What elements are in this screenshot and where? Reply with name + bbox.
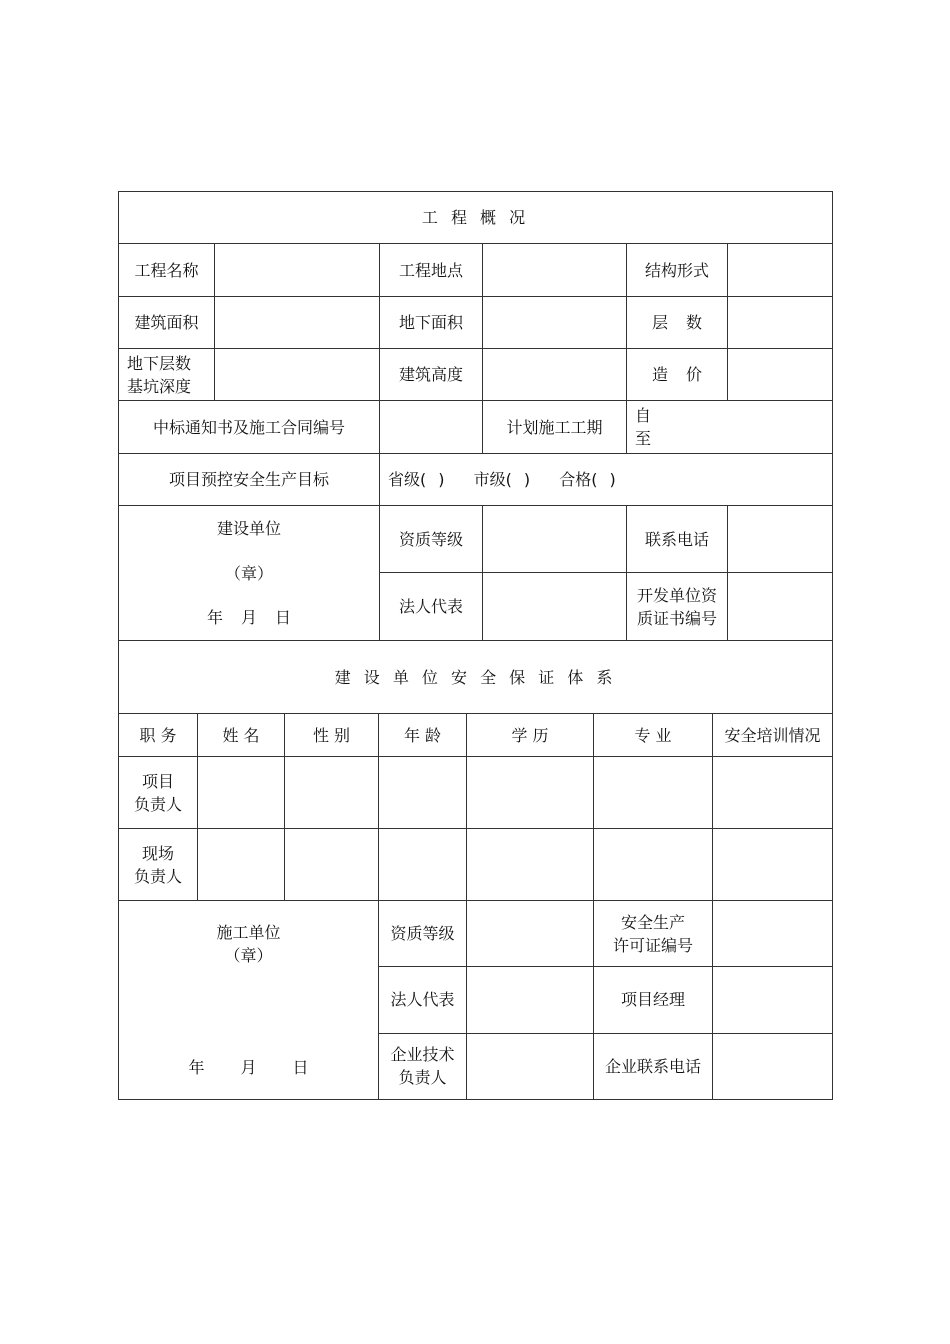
project-manager-label: 项目经理 (594, 967, 713, 1033)
enterprise-phone-value[interactable] (713, 1033, 833, 1099)
developer-cert-value[interactable] (728, 573, 833, 641)
project-name-value[interactable] (215, 244, 380, 297)
table-row (119, 829, 833, 901)
safety-system-table (118, 640, 833, 1100)
building-area-value[interactable] (215, 297, 380, 349)
developer-seal-label: （章） (224, 563, 273, 583)
cost-value[interactable] (728, 349, 833, 401)
developer-unit-cell (119, 506, 380, 641)
developer-legal-rep-label: 法人代表 (380, 573, 483, 641)
project-location-value[interactable] (483, 244, 627, 297)
header-gender: 性 别 (285, 714, 379, 757)
planned-period-value[interactable]: 自 至 (627, 401, 833, 454)
developer-unit-label: 建设单位 (216, 519, 281, 538)
contractor-unit-cell (119, 901, 379, 1100)
contract-number-label: 中标通知书及施工合同编号 (119, 401, 380, 454)
role-project-lead: 项目 负责人 (119, 757, 198, 829)
developer-cert-label: 开发单位资 质证书编号 (627, 573, 728, 641)
header-name: 姓 名 (198, 714, 285, 757)
underground-area-value[interactable] (483, 297, 627, 349)
safety-license-value[interactable] (713, 901, 833, 967)
header-role: 职 务 (119, 714, 198, 757)
developer-phone-label: 联系电话 (627, 506, 728, 573)
safety-target-label: 项目预控安全生产目标 (119, 454, 380, 506)
developer-qualification-value[interactable] (483, 506, 627, 573)
contractor-seal-label: （章） (224, 946, 273, 965)
project-lead-major[interactable] (594, 757, 713, 829)
planned-period-label: 计划施工工期 (483, 401, 627, 454)
enterprise-phone-label: 企业联系电话 (594, 1033, 713, 1099)
project-manager-value[interactable] (713, 967, 833, 1033)
site-lead-education[interactable] (467, 829, 594, 901)
floors-value[interactable] (728, 297, 833, 349)
structure-type-label: 结构形式 (627, 244, 728, 297)
contract-number-value[interactable] (380, 401, 483, 454)
underground-area-label: 地下面积 (380, 297, 483, 349)
table-row (119, 757, 833, 829)
safety-license-label: 安全生产 许可证编号 (594, 901, 713, 967)
header-major: 专 业 (594, 714, 713, 757)
cost-label: 造 价 (627, 349, 728, 401)
project-lead-age[interactable] (379, 757, 467, 829)
building-height-value[interactable] (483, 349, 627, 401)
contractor-date: 年 月 日 (188, 1058, 309, 1077)
site-lead-name[interactable] (198, 829, 285, 901)
floors-label: 层 数 (627, 297, 728, 349)
contractor-legal-rep-label: 法人代表 (379, 967, 467, 1033)
tech-lead-value[interactable] (467, 1033, 594, 1099)
developer-legal-rep-value[interactable] (483, 573, 627, 641)
site-lead-gender[interactable] (285, 829, 379, 901)
header-age: 年 龄 (379, 714, 467, 757)
contractor-qualification-label: 资质等级 (379, 901, 467, 967)
site-lead-training[interactable] (713, 829, 833, 901)
developer-qualification-label: 资质等级 (380, 506, 483, 573)
safety-system-title: 建 设 单 位 安 全 保 证 体 系 (119, 641, 833, 714)
project-location-label: 工程地点 (380, 244, 483, 297)
developer-date: 年 月 日 (206, 608, 292, 627)
tech-lead-label: 企业技术 负责人 (379, 1033, 467, 1099)
overview-title-cell: 工 程 概 况 (119, 192, 833, 244)
project-lead-gender[interactable] (285, 757, 379, 829)
project-lead-name[interactable] (198, 757, 285, 829)
building-height-label: 建筑高度 (380, 349, 483, 401)
project-lead-education[interactable] (467, 757, 594, 829)
underground-floors-value[interactable] (215, 349, 380, 401)
building-area-label: 建筑面积 (119, 297, 215, 349)
underground-floors-label: 地下层数 基坑深度 (119, 349, 215, 401)
form-sheet-main (118, 191, 832, 1100)
contractor-legal-rep-value[interactable] (467, 967, 594, 1033)
structure-type-value[interactable] (728, 244, 833, 297)
header-education: 学 历 (467, 714, 594, 757)
contractor-unit-label: 施工单位 (216, 923, 281, 942)
contractor-qualification-value[interactable] (467, 901, 594, 967)
header-safety-training: 安全培训情况 (713, 714, 833, 757)
developer-phone-value[interactable] (728, 506, 833, 573)
project-name-label: 工程名称 (119, 244, 215, 297)
project-lead-training[interactable] (713, 757, 833, 829)
role-site-lead: 现场 负责人 (119, 829, 198, 901)
safety-target-options[interactable]: 省级( ) 市级( ) 合格( ) (380, 454, 833, 506)
site-lead-major[interactable] (594, 829, 713, 901)
overview-grid (118, 191, 833, 641)
site-lead-age[interactable] (379, 829, 467, 901)
